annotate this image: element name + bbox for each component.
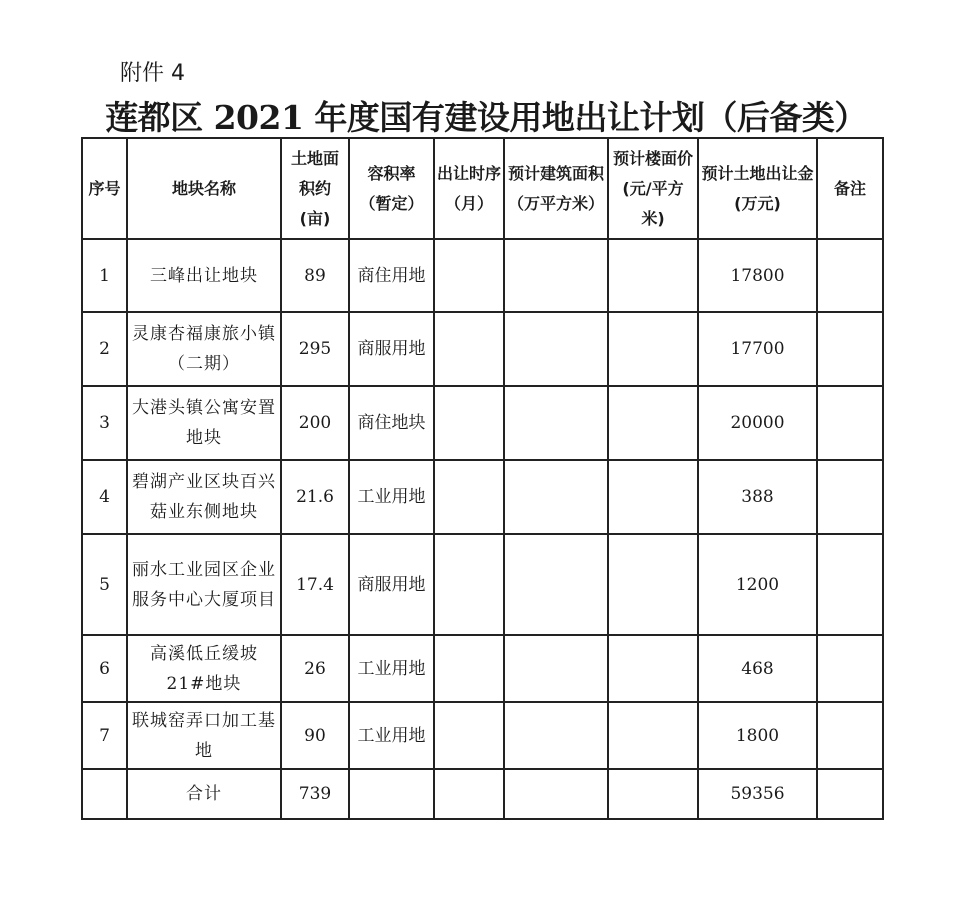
cell-name: 碧湖产业区块百兴菇业东侧地块 — [127, 460, 281, 534]
cell-area: 200 — [281, 386, 349, 460]
header-seq: 序号 — [82, 138, 127, 239]
cell-area: 89 — [281, 239, 349, 312]
cell-floor-price — [608, 635, 698, 702]
cell-ratio: 商住用地 — [349, 239, 434, 312]
table-row — [82, 312, 883, 386]
cell-floor-price — [608, 239, 698, 312]
header-name: 地块名称 — [127, 138, 281, 239]
cell-seq: 3 — [82, 386, 127, 460]
cell-timing — [434, 239, 504, 312]
document-title: 莲都区 2021 年度国有建设用地出让计划（后备类） — [105, 98, 867, 137]
cell-timing — [434, 635, 504, 702]
table-row — [82, 386, 883, 460]
total-row — [82, 769, 883, 819]
table-row — [82, 702, 883, 769]
total-floor-price — [608, 769, 698, 819]
header-remark: 备注 — [817, 138, 883, 239]
cell-ratio: 商服用地 — [349, 534, 434, 635]
cell-timing — [434, 702, 504, 769]
cell-revenue: 468 — [698, 635, 817, 702]
cell-floor-price — [608, 312, 698, 386]
header-row — [82, 138, 883, 239]
cell-seq: 4 — [82, 460, 127, 534]
table-row — [82, 239, 883, 312]
cell-remark — [817, 460, 883, 534]
cell-ratio: 工业用地 — [349, 635, 434, 702]
total-remark — [817, 769, 883, 819]
attachment-label: 附件 4 — [120, 61, 185, 86]
cell-seq: 2 — [82, 312, 127, 386]
cell-name: 丽水工业园区企业服务中心大厦项目 — [127, 534, 281, 635]
cell-name: 大港头镇公寓安置地块 — [127, 386, 281, 460]
cell-revenue: 388 — [698, 460, 817, 534]
total-seq — [82, 769, 127, 819]
cell-remark — [817, 239, 883, 312]
cell-area: 17.4 — [281, 534, 349, 635]
cell-revenue: 17700 — [698, 312, 817, 386]
cell-revenue: 17800 — [698, 239, 817, 312]
cell-building-area — [504, 239, 608, 312]
cell-timing — [434, 386, 504, 460]
cell-seq: 7 — [82, 702, 127, 769]
total-ratio — [349, 769, 434, 819]
total-area: 739 — [281, 769, 349, 819]
cell-timing — [434, 534, 504, 635]
cell-revenue: 20000 — [698, 386, 817, 460]
header-floor-price: 预计楼面价(元/平方米) — [608, 138, 698, 239]
total-building-area — [504, 769, 608, 819]
cell-revenue: 1200 — [698, 534, 817, 635]
cell-seq: 1 — [82, 239, 127, 312]
header-area: 土地面积约(亩) — [281, 138, 349, 239]
cell-area: 21.6 — [281, 460, 349, 534]
cell-ratio: 工业用地 — [349, 702, 434, 769]
total-label: 合计 — [127, 769, 281, 819]
cell-remark — [817, 386, 883, 460]
cell-ratio: 商服用地 — [349, 312, 434, 386]
cell-ratio: 商住地块 — [349, 386, 434, 460]
cell-building-area — [504, 635, 608, 702]
cell-ratio: 工业用地 — [349, 460, 434, 534]
cell-area: 295 — [281, 312, 349, 386]
cell-area: 90 — [281, 702, 349, 769]
total-timing — [434, 769, 504, 819]
cell-name: 联城窑弄口加工基地 — [127, 702, 281, 769]
cell-floor-price — [608, 386, 698, 460]
cell-name: 三峰出让地块 — [127, 239, 281, 312]
header-timing: 出让时序（月） — [434, 138, 504, 239]
cell-building-area — [504, 312, 608, 386]
header-revenue: 预计土地出让金(万元) — [698, 138, 817, 239]
total-revenue: 59356 — [698, 769, 817, 819]
table-row — [82, 534, 883, 635]
cell-remark — [817, 312, 883, 386]
cell-floor-price — [608, 534, 698, 635]
cell-remark — [817, 534, 883, 635]
cell-building-area — [504, 386, 608, 460]
cell-area: 26 — [281, 635, 349, 702]
cell-building-area — [504, 702, 608, 769]
cell-building-area — [504, 460, 608, 534]
cell-name: 高溪低丘缓坡 21#地块 — [127, 635, 281, 702]
cell-building-area — [504, 534, 608, 635]
cell-timing — [434, 460, 504, 534]
cell-remark — [817, 635, 883, 702]
cell-floor-price — [608, 702, 698, 769]
cell-seq: 5 — [82, 534, 127, 635]
cell-remark — [817, 702, 883, 769]
header-building-area: 预计建筑面积（万平方米） — [504, 138, 608, 239]
cell-seq: 6 — [82, 635, 127, 702]
land-plan-table — [81, 137, 884, 820]
table-row — [82, 635, 883, 702]
cell-revenue: 1800 — [698, 702, 817, 769]
cell-floor-price — [608, 460, 698, 534]
header-ratio: 容积率（暂定） — [349, 138, 434, 239]
cell-timing — [434, 312, 504, 386]
cell-name: 灵康杏福康旅小镇（二期） — [127, 312, 281, 386]
table-row — [82, 460, 883, 534]
